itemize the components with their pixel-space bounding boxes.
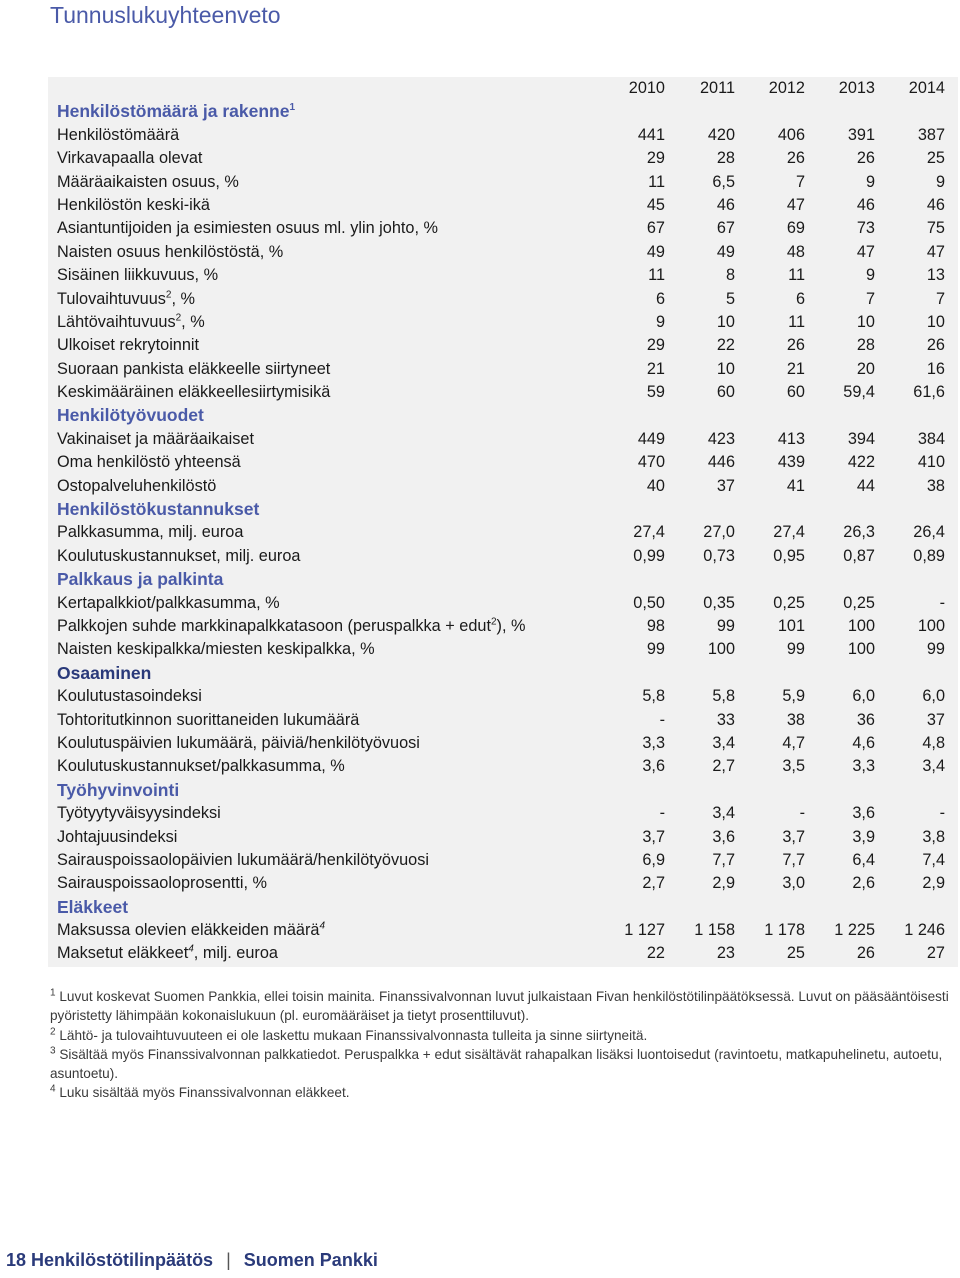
section-heading-row bbox=[48, 896, 958, 919]
row-label: Oma henkilöstö yhteensä bbox=[57, 453, 241, 472]
table-row bbox=[48, 124, 958, 147]
value-cell: 16 bbox=[926, 359, 945, 378]
value-cell: 3,8 bbox=[922, 827, 945, 846]
value-cell: 69 bbox=[786, 219, 805, 238]
table-row bbox=[48, 826, 958, 849]
value-cell: 44 bbox=[856, 476, 875, 495]
row-label: Lähtövaihtuvuus$^2$, % bbox=[57, 312, 205, 331]
value-cell: 3,6 bbox=[852, 804, 875, 823]
value-cell: 0,99 bbox=[633, 546, 665, 565]
value-cell: 10 bbox=[856, 312, 875, 331]
value-cell: 6 bbox=[795, 289, 805, 308]
value-cell: 6,5 bbox=[712, 172, 735, 191]
value-cell: 29 bbox=[646, 149, 665, 168]
value-cell: 46 bbox=[716, 195, 735, 214]
publication-name: Henkilöstötilinpäätös bbox=[31, 1250, 214, 1270]
section-heading: Eläkkeet bbox=[57, 896, 129, 917]
value-cell: 2,7 bbox=[712, 757, 735, 776]
row-label: Palkkasumma, milj. euroa bbox=[57, 523, 244, 542]
section-heading-row bbox=[48, 779, 958, 802]
footnote-ref: 2 bbox=[165, 289, 172, 301]
value-cell: 384 bbox=[917, 429, 945, 448]
value-cell: 7,7 bbox=[782, 850, 805, 869]
value-cell: 25 bbox=[926, 149, 945, 168]
value-cell: 36 bbox=[856, 710, 875, 729]
page-number: 18 bbox=[6, 1250, 27, 1270]
value-cell: 5,8 bbox=[712, 687, 735, 706]
value-cell: 439 bbox=[777, 453, 805, 472]
section-heading: Henkilöstökustannukset bbox=[57, 499, 260, 520]
value-cell: 100 bbox=[847, 616, 875, 635]
value-cell: 3,7 bbox=[642, 827, 665, 846]
row-label: Koulutuskustannukset/palkkasumma, % bbox=[57, 757, 345, 776]
page-title: Tunnuslukuyhteenveto bbox=[50, 2, 281, 28]
table-row bbox=[48, 311, 958, 334]
row-label: Koulutustasoindeksi bbox=[57, 687, 202, 706]
row-label: Työtyytyväisyysindeksi bbox=[57, 804, 221, 823]
value-cell: 391 bbox=[847, 125, 875, 144]
table-row bbox=[48, 241, 958, 264]
value-cell: 20 bbox=[856, 359, 875, 378]
value-cell: 3,7 bbox=[782, 827, 805, 846]
row-label: Määräaikaisten osuus, % bbox=[57, 172, 239, 191]
value-cell: 7,4 bbox=[922, 850, 945, 869]
footnote-ref: 2 bbox=[175, 312, 182, 324]
value-cell: 59 bbox=[646, 383, 665, 402]
section-heading-row bbox=[48, 404, 958, 427]
table-row bbox=[48, 709, 958, 732]
value-cell: 11 bbox=[648, 266, 665, 285]
value-cell: 48 bbox=[786, 242, 805, 261]
value-cell: 47 bbox=[856, 242, 875, 261]
value-cell: 37 bbox=[926, 710, 945, 729]
row-label: Vakinaiset ja määräaikaiset bbox=[57, 429, 254, 448]
year-header: 2011 bbox=[699, 79, 735, 97]
value-cell: 101 bbox=[777, 616, 805, 635]
value-cell: 6,9 bbox=[642, 850, 665, 869]
value-cell: 29 bbox=[646, 336, 665, 355]
value-cell: 9 bbox=[865, 266, 875, 285]
value-cell: 28 bbox=[716, 149, 735, 168]
footnote-ref: 4 bbox=[319, 920, 326, 932]
row-label: Sairauspoissaolopäivien lukumäärä/henkilötyövuosi bbox=[57, 850, 429, 869]
value-cell: 470 bbox=[637, 453, 665, 472]
year-header: 2010 bbox=[628, 79, 665, 97]
value-cell: 98 bbox=[646, 616, 665, 635]
value-cell: 27,0 bbox=[703, 523, 735, 542]
row-label: Koulutuspäivien lukumäärä, päiviä/henkilötyövuosi bbox=[57, 733, 420, 752]
value-cell: 1 178 bbox=[764, 921, 805, 940]
value-cell: 3,6 bbox=[712, 827, 735, 846]
value-cell: 2,9 bbox=[922, 874, 945, 893]
value-cell: 100 bbox=[847, 640, 875, 659]
value-cell: 46 bbox=[856, 195, 875, 214]
value-cell: 9 bbox=[655, 312, 665, 331]
value-cell: 0,73 bbox=[703, 546, 735, 565]
table-row bbox=[48, 217, 958, 240]
section-heading-row bbox=[48, 662, 958, 685]
value-cell: 10 bbox=[716, 359, 735, 378]
row-label: Sairauspoissaoloprosentti, % bbox=[57, 874, 267, 893]
table-row bbox=[48, 849, 958, 872]
value-cell: 422 bbox=[847, 453, 875, 472]
value-cell: - bbox=[799, 804, 805, 823]
row-label: Naisten keskipalkka/miesten keskipalkka, % bbox=[57, 640, 375, 659]
value-cell: 22 bbox=[716, 336, 735, 355]
table-row bbox=[48, 358, 958, 381]
footnote: $^4$ Luku sisältää myös Finanssivalvonnan eläkkeet. bbox=[50, 1083, 350, 1101]
value-cell: 67 bbox=[716, 219, 735, 238]
value-cell: 3,9 bbox=[852, 827, 875, 846]
value-cell: 26 bbox=[926, 336, 945, 355]
footnote-ref: 1 bbox=[289, 102, 296, 114]
footer-separator: | bbox=[226, 1250, 231, 1270]
value-cell: 26 bbox=[856, 149, 875, 168]
row-label: Palkkojen suhde markkinapalkkatasoon (peruspalkka + edut$^2$), % bbox=[57, 616, 526, 635]
year-header-row bbox=[48, 77, 958, 100]
value-cell: 60 bbox=[716, 383, 735, 402]
row-label: Henkilöstön keski-ikä bbox=[57, 195, 210, 214]
table-row bbox=[48, 521, 958, 544]
section-heading: Osaaminen bbox=[57, 662, 152, 683]
value-cell: 26 bbox=[856, 944, 875, 963]
value-cell: 47 bbox=[926, 242, 945, 261]
section-heading: Työhyvinvointi bbox=[57, 779, 180, 800]
value-cell: 38 bbox=[786, 710, 805, 729]
table-row bbox=[48, 592, 958, 615]
value-cell: 406 bbox=[777, 125, 805, 144]
footnote: $^1$ Luvut koskevat Suomen Pankkia, ellei toisin mainita. Finanssivalvonnan luvut julkaistaan Fivan henkilöstötilinpäätöksessä. Luvut on pääsääntöisesti pyöristetty lähimpään kokonaislukuun (pl. euromääräiset ja tietyt prosenttiluvut). bbox=[50, 987, 949, 1024]
value-cell: 3,4 bbox=[712, 733, 735, 752]
table-row bbox=[48, 755, 958, 778]
value-cell: 41 bbox=[786, 476, 805, 495]
value-cell: 6,0 bbox=[852, 687, 875, 706]
value-cell: 75 bbox=[926, 219, 945, 238]
value-cell: 73 bbox=[856, 219, 875, 238]
value-cell: 60 bbox=[786, 383, 805, 402]
value-cell: 99 bbox=[926, 640, 945, 659]
value-cell: 1 158 bbox=[694, 921, 735, 940]
footnotes bbox=[50, 987, 955, 1103]
table-row bbox=[48, 919, 958, 942]
row-label: Kertapalkkiot/palkkasumma, % bbox=[57, 593, 280, 612]
value-cell: 27 bbox=[926, 944, 945, 963]
value-cell: 13 bbox=[926, 266, 945, 285]
value-cell: 10 bbox=[716, 312, 735, 331]
value-cell: 446 bbox=[707, 453, 735, 472]
table-row bbox=[48, 381, 958, 404]
value-cell: 61,6 bbox=[913, 383, 945, 402]
value-cell: 7 bbox=[865, 289, 875, 308]
row-label: Naisten osuus henkilöstöstä, % bbox=[57, 242, 284, 261]
value-cell: 0,50 bbox=[633, 593, 665, 612]
organization-name: Suomen Pankki bbox=[243, 1250, 378, 1270]
value-cell: - bbox=[939, 804, 945, 823]
value-cell: 394 bbox=[847, 429, 875, 448]
footnote-ref: 4 bbox=[188, 944, 194, 956]
value-cell: 449 bbox=[637, 429, 665, 448]
value-cell: 67 bbox=[646, 219, 665, 238]
row-label: Asiantuntijoiden ja esimiesten osuus ml. ylin johto, % bbox=[57, 219, 438, 238]
value-cell: 387 bbox=[917, 125, 945, 144]
table-row bbox=[48, 475, 958, 498]
table-body bbox=[48, 100, 958, 965]
value-cell: 37 bbox=[716, 476, 735, 495]
value-cell: 3,4 bbox=[922, 757, 945, 776]
value-cell: 3,6 bbox=[642, 757, 665, 776]
value-cell: 26 bbox=[786, 336, 805, 355]
value-cell: 0,25 bbox=[773, 593, 805, 612]
value-cell: 423 bbox=[707, 429, 735, 448]
table-row bbox=[48, 334, 958, 357]
table-row bbox=[48, 147, 958, 170]
table-row bbox=[48, 288, 958, 311]
table-row bbox=[48, 428, 958, 451]
value-cell: 0,95 bbox=[773, 546, 805, 565]
year-header: 2013 bbox=[838, 79, 875, 97]
value-cell: 3,0 bbox=[782, 874, 805, 893]
row-label: Tohtoritutkinnon suorittaneiden lukumäärä bbox=[57, 710, 360, 729]
value-cell: 0,25 bbox=[843, 593, 875, 612]
value-cell: 1 246 bbox=[904, 921, 945, 940]
value-cell: 5 bbox=[725, 289, 735, 308]
value-cell: 0,87 bbox=[843, 546, 875, 565]
section-heading-row bbox=[48, 498, 958, 521]
section-heading-row bbox=[48, 100, 958, 123]
section-heading-row bbox=[48, 568, 958, 591]
row-label: Sisäinen liikkuvuus, % bbox=[57, 266, 219, 285]
value-cell: 59,4 bbox=[843, 383, 875, 402]
year-header: 2014 bbox=[908, 79, 945, 97]
value-cell: 3,3 bbox=[642, 733, 665, 752]
row-label: Johtajuusindeksi bbox=[57, 827, 178, 846]
table-row bbox=[48, 732, 958, 755]
value-cell: 7,7 bbox=[712, 850, 735, 869]
table-row bbox=[48, 451, 958, 474]
table-row bbox=[48, 171, 958, 194]
value-cell: 5,8 bbox=[642, 687, 665, 706]
value-cell: 1 225 bbox=[834, 921, 875, 940]
value-cell: 3,5 bbox=[782, 757, 805, 776]
value-cell: 420 bbox=[707, 125, 735, 144]
value-cell: 2,9 bbox=[712, 874, 735, 893]
table-row bbox=[48, 615, 958, 638]
footnote: $^3$ Sisältää myös Finanssivalvonnan palkkatiedot. Peruspalkka + edut sisältävät rahapalkan lisäksi luontoisedut (ravintoetu, matkapuhelinetu, autoetu, asuntoetu). bbox=[50, 1045, 943, 1082]
value-cell: 33 bbox=[716, 710, 735, 729]
value-cell: 47 bbox=[786, 195, 805, 214]
value-cell: 49 bbox=[646, 242, 665, 261]
row-label: Tulovaihtuvuus$^2$, % bbox=[57, 289, 195, 308]
section-heading: Palkkaus ja palkinta bbox=[57, 569, 224, 590]
value-cell: 9 bbox=[865, 172, 875, 191]
row-label: Maksussa olevien eläkkeiden määrä$^4$ bbox=[57, 920, 326, 940]
value-cell: 46 bbox=[926, 195, 945, 214]
table-row bbox=[48, 872, 958, 895]
row-label: Keskimääräinen eläkkeellesiirtymisikä bbox=[57, 383, 331, 402]
value-cell: 10 bbox=[926, 312, 945, 331]
value-cell: 11 bbox=[788, 266, 805, 285]
value-cell: 26,4 bbox=[913, 523, 945, 542]
table-row bbox=[48, 545, 958, 568]
footnote: $^2$ Lähtö- ja tulovaihtuvuuteen ei ole laskettu mukaan Finanssivalvonnasta tulleita ja sinne siirtyneitä. bbox=[50, 1026, 648, 1043]
table-row bbox=[48, 802, 958, 825]
value-cell: 0,35 bbox=[703, 593, 735, 612]
row-label: Henkilöstömäärä bbox=[57, 125, 180, 144]
value-cell: 3,4 bbox=[712, 804, 735, 823]
value-cell: - bbox=[939, 593, 945, 612]
value-cell: 27,4 bbox=[633, 523, 665, 542]
table-row bbox=[48, 194, 958, 217]
value-cell: 1 127 bbox=[624, 921, 665, 940]
value-cell: 49 bbox=[716, 242, 735, 261]
value-cell: 26,3 bbox=[843, 523, 875, 542]
row-label: Virkavapaalla olevat bbox=[57, 149, 203, 168]
row-label: Ostopalveluhenkilöstö bbox=[57, 476, 217, 495]
value-cell: 5,9 bbox=[782, 687, 805, 706]
value-cell: 23 bbox=[716, 944, 735, 963]
page-footer bbox=[6, 1250, 378, 1271]
value-cell: 11 bbox=[788, 312, 805, 331]
table-row bbox=[48, 942, 958, 965]
table-row bbox=[48, 638, 958, 661]
section-heading: Henkilötyövuodet bbox=[57, 405, 204, 426]
table-row bbox=[48, 264, 958, 287]
value-cell: 4,6 bbox=[852, 733, 875, 752]
value-cell: 99 bbox=[646, 640, 665, 659]
value-cell: 9 bbox=[935, 172, 945, 191]
value-cell: 28 bbox=[856, 336, 875, 355]
table-row bbox=[48, 685, 958, 708]
value-cell: 21 bbox=[646, 359, 665, 378]
value-cell: 21 bbox=[786, 359, 805, 378]
value-cell: - bbox=[659, 710, 665, 729]
value-cell: 6,0 bbox=[922, 687, 945, 706]
row-label: Koulutuskustannukset, milj. euroa bbox=[57, 546, 301, 565]
value-cell: 100 bbox=[707, 640, 735, 659]
value-cell: 4,7 bbox=[782, 733, 805, 752]
value-cell: 25 bbox=[786, 944, 805, 963]
value-cell: 4,8 bbox=[922, 733, 945, 752]
value-cell: - bbox=[659, 804, 665, 823]
year-header: 2012 bbox=[768, 79, 805, 97]
value-cell: 99 bbox=[716, 616, 735, 635]
value-cell: 22 bbox=[646, 944, 665, 963]
value-cell: 26 bbox=[786, 149, 805, 168]
value-cell: 441 bbox=[637, 125, 665, 144]
footnote-ref: 2 bbox=[490, 616, 497, 628]
value-cell: 413 bbox=[777, 429, 805, 448]
value-cell: 7 bbox=[935, 289, 945, 308]
value-cell: 40 bbox=[646, 476, 665, 495]
section-heading: Henkilöstömäärä ja rakenne$^1$ bbox=[57, 101, 296, 122]
value-cell: 3,3 bbox=[852, 757, 875, 776]
row-label: Ulkoiset rekrytoinnit bbox=[57, 336, 200, 355]
value-cell: 2,7 bbox=[642, 874, 665, 893]
value-cell: 38 bbox=[926, 476, 945, 495]
value-cell: 0,89 bbox=[913, 546, 945, 565]
value-cell: 8 bbox=[725, 266, 735, 285]
key-figures-table bbox=[48, 77, 958, 967]
value-cell: 11 bbox=[648, 172, 665, 191]
value-cell: 7 bbox=[795, 172, 805, 191]
row-label: Maksetut eläkkeet$^4$, milj. euroa bbox=[57, 944, 278, 963]
value-cell: 99 bbox=[786, 640, 805, 659]
value-cell: 45 bbox=[646, 195, 665, 214]
value-cell: 6,4 bbox=[852, 850, 875, 869]
value-cell: 100 bbox=[917, 616, 945, 635]
value-cell: 410 bbox=[917, 453, 945, 472]
value-cell: 27,4 bbox=[773, 523, 805, 542]
value-cell: 6 bbox=[655, 289, 665, 308]
value-cell: 2,6 bbox=[852, 874, 875, 893]
row-label: Suoraan pankista eläkkeelle siirtyneet bbox=[57, 359, 331, 378]
